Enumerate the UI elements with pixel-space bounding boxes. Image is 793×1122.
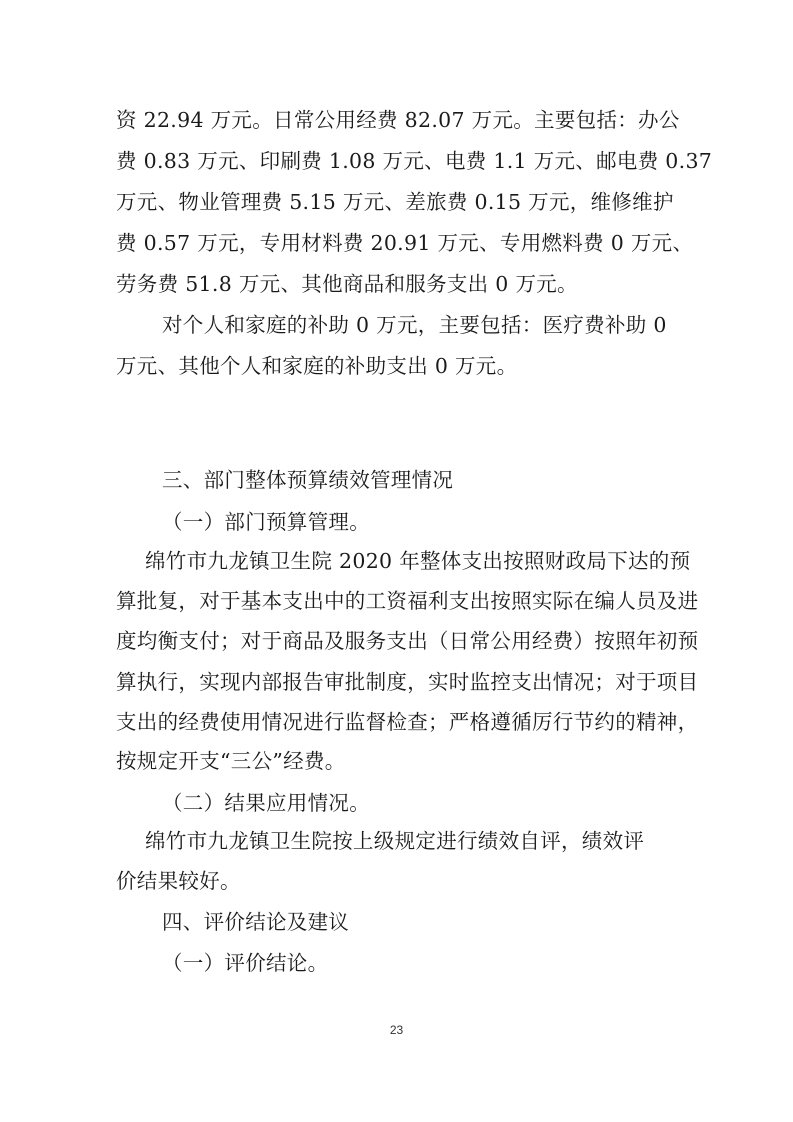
text-line: 劳务费 51.8 万元、其他商品和服务支出 0 万元。 bbox=[116, 272, 578, 296]
text-line: 对个人和家庭的补助 0 万元，主要包括：医疗费补助 0 bbox=[162, 313, 667, 337]
text-line: 按规定开支“三公”经费。 bbox=[116, 749, 346, 773]
text-line: 价结果较好。 bbox=[116, 869, 241, 893]
text-line: 万元、物业管理费 5.15 万元、差旅费 0.15 万元，维修维护 bbox=[116, 190, 674, 214]
subsection-heading: （一）部门预算管理。 bbox=[162, 510, 370, 534]
text-line: 算批复，对于基本支出中的工资福利支出按照实际在编人员及进 bbox=[116, 589, 699, 613]
text-line: 资 22.94 万元。日常公用经费 82.07 万元。主要包括：办公 bbox=[116, 108, 680, 132]
text-line: 费 0.57 万元，专用材料费 20.91 万元、专用燃料费 0 万元、 bbox=[116, 231, 694, 255]
text-line: 绵竹市九龙镇卫生院按上级规定进行绩效自评，绩效评 bbox=[145, 829, 645, 853]
text-line: 支出的经费使用情况进行监督检查；严格遵循厉行节约的精神， bbox=[116, 710, 699, 734]
subsection-heading: （二）结果应用情况。 bbox=[162, 791, 370, 815]
text-line: 算执行，实现内部报告审批制度，实时监控支出情况；对于项目 bbox=[116, 670, 699, 694]
page-number: 23 bbox=[389, 1023, 404, 1037]
section-heading: 三、部门整体预算绩效管理情况 bbox=[162, 468, 454, 492]
text-line: 度均衡支付；对于商品及服务支出（日常公用经费）按照年初预 bbox=[116, 629, 699, 653]
section-heading: 四、评价结论及建议 bbox=[162, 910, 350, 934]
subsection-heading: （一）评价结论。 bbox=[162, 951, 329, 975]
text-line: 费 0.83 万元、印刷费 1.08 万元、电费 1.1 万元、邮电费 0.37 bbox=[116, 149, 713, 173]
text-line: 万元、其他个人和家庭的补助支出 0 万元。 bbox=[116, 354, 518, 378]
text-line: 绵竹市九龙镇卫生院 2020 年整体支出按照财政局下达的预 bbox=[145, 549, 691, 573]
